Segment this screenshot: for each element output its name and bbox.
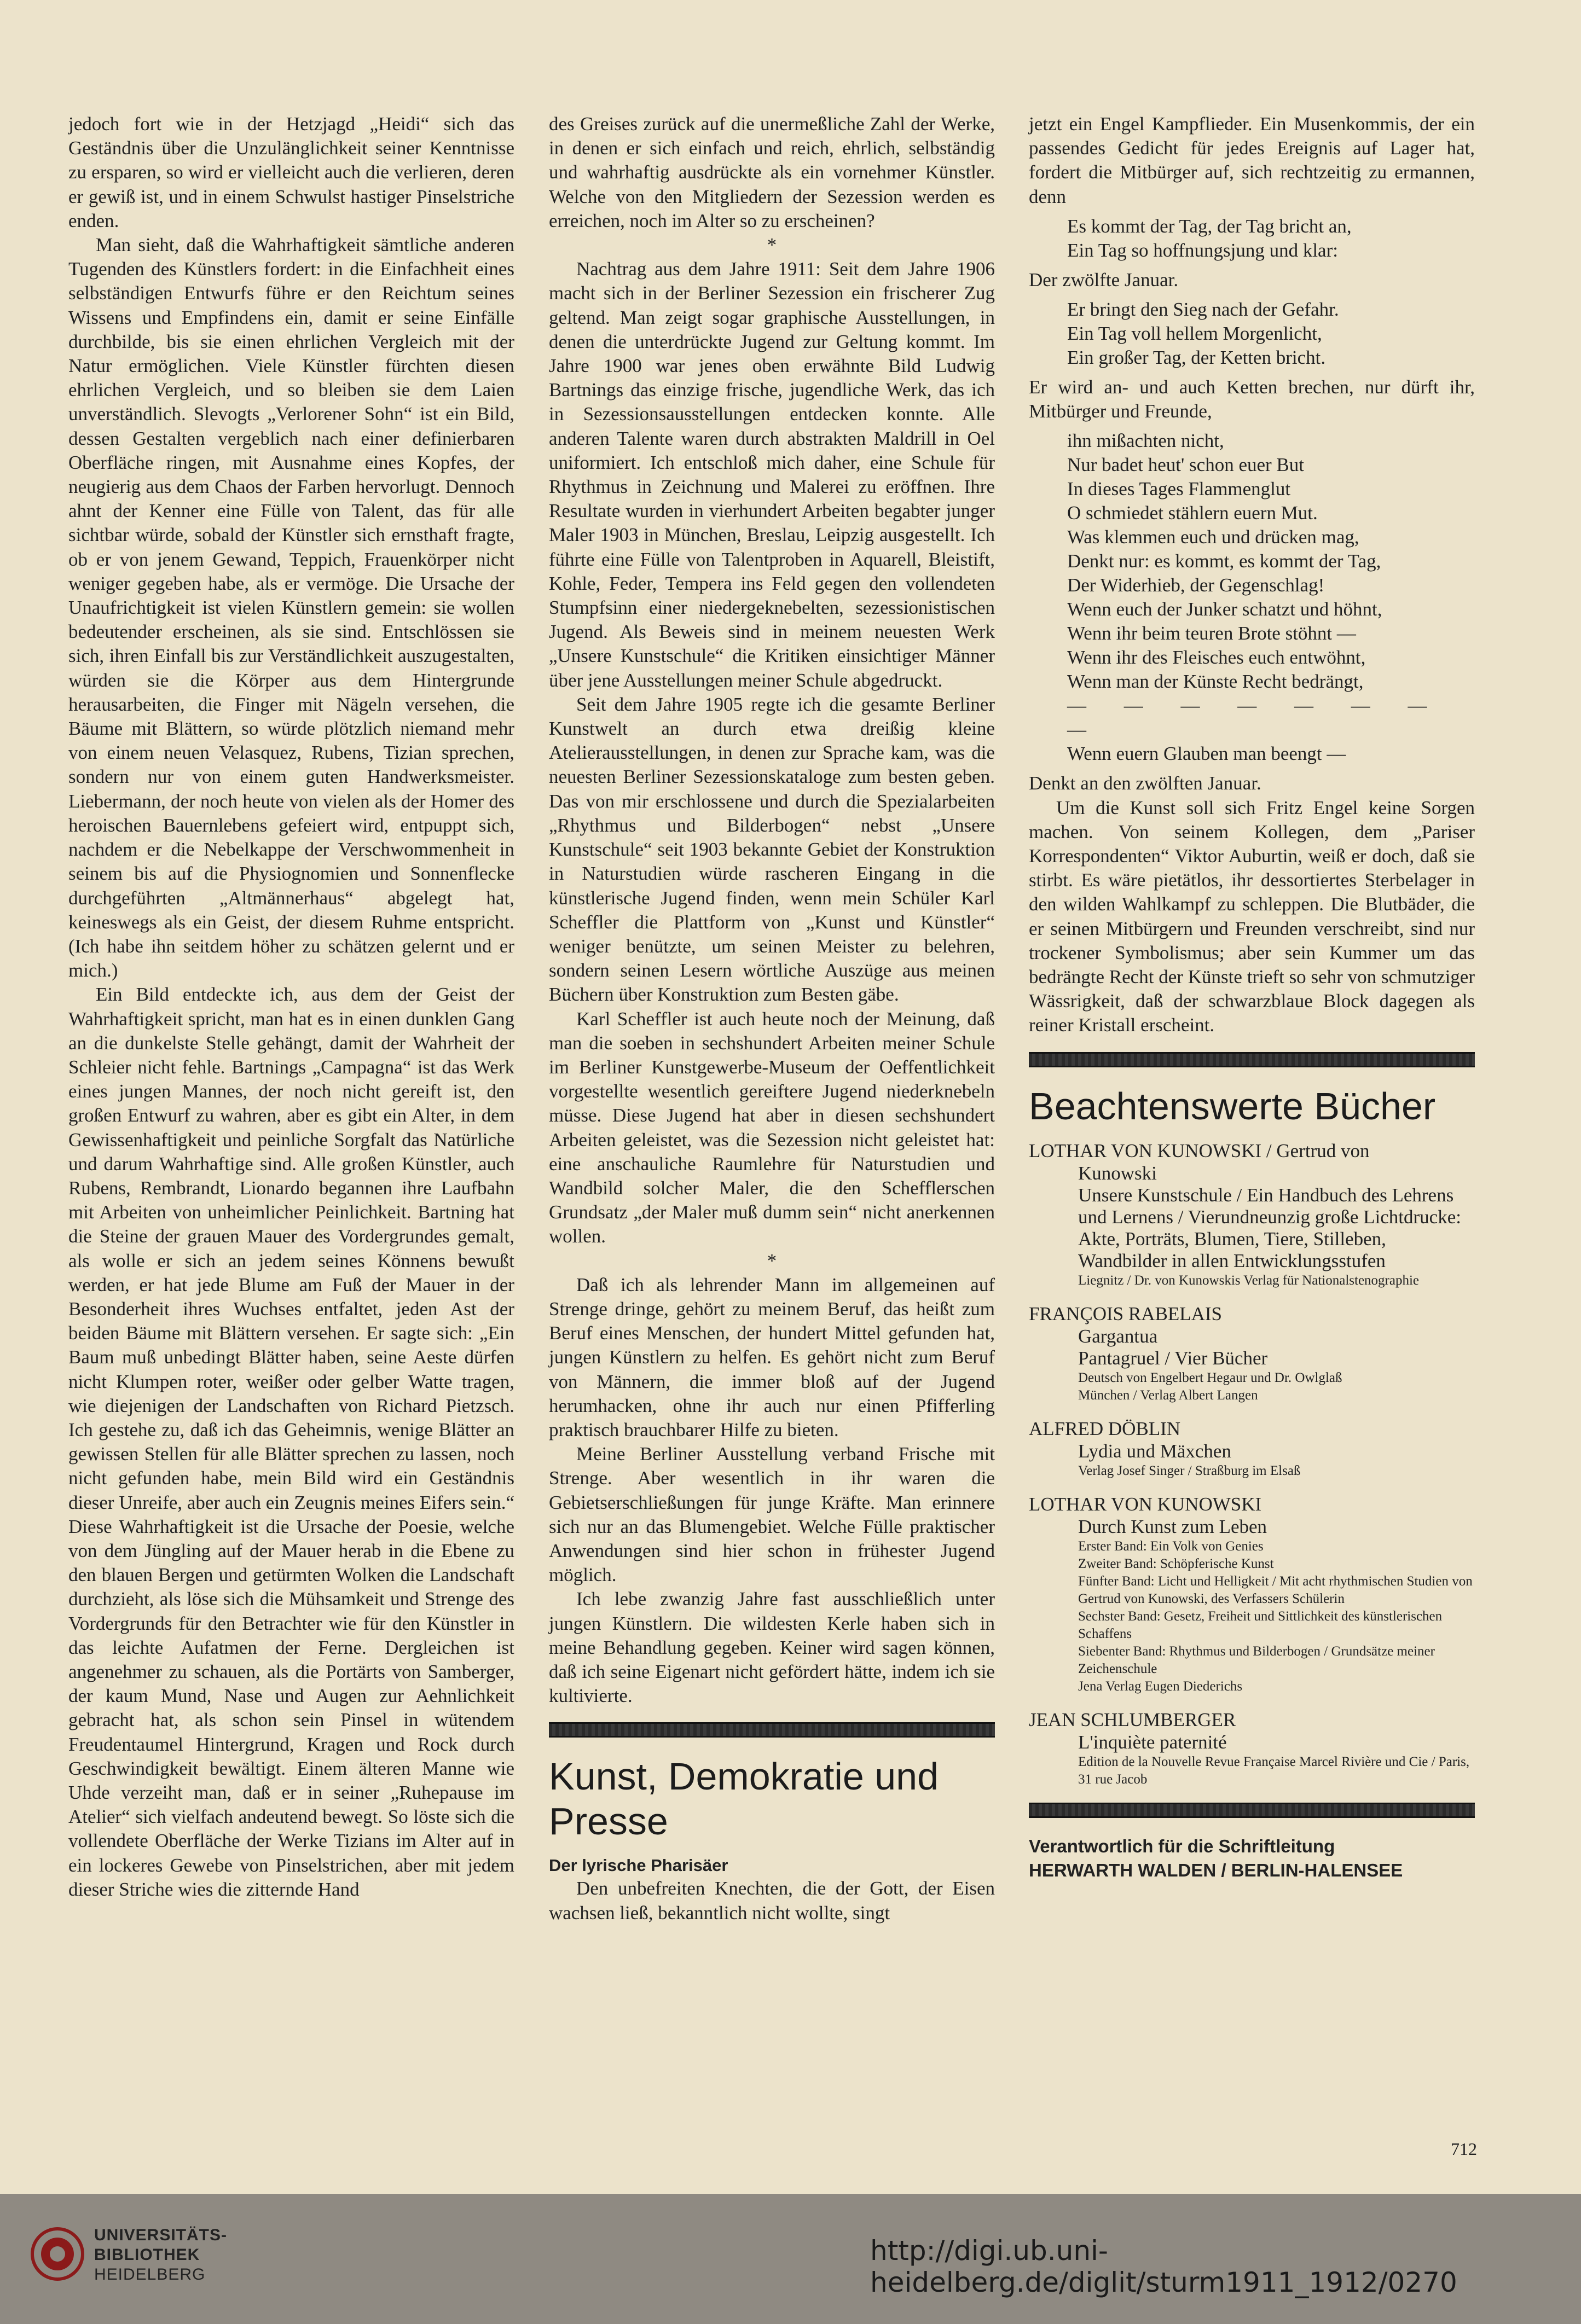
book-author: LOTHAR VON KUNOWSKI <box>1029 1493 1262 1515</box>
book-author: LOTHAR VON KUNOWSKI / Gertrud von <box>1029 1140 1370 1161</box>
book-title: Unsere Kunstschule / Ein Handbuch des Lehrens und Lernens / Vierundneunzig große Lichtdrucke: Akte, Porträts, Blumen, Tiere, Stilleben, Wandbilder in allen Entwicklungsstufen <box>1078 1184 1461 1271</box>
poem-line: Wenn euch der Junker schatzt und höhnt, <box>1067 599 1382 620</box>
paragraph: Nachtrag aus dem Jahre 1911: Seit dem Jahre 1906 macht sich in der Berliner Sezession ein frischerer Zug geltend. Man zeigt sogar graphische Ausstellungen, in denen die unterdrückte Jugend zur Geltung kommt. Im Jahre 1900 war jenes oben erwähnte Bild Ludwig Bartnings das einzige frische, jugendliche Werk, das ich in Sezessionsausstellungen entdecken konnte. Alle anderen Talente waren durch abstrakten Maldrill in Oel uniformiert. Ich entschloß mich daher, eine Schule für Rhythmus in Zeichnung und Malerei zu eröffnen. Ihre Resultate wurden in vierhundert Arbeiten begabter junger Maler 1903 in München, Breslau, Leipzig ausgestellt. Ich führte eine Fülle von Talentproben in Aquarell, Bleistift, Kohle, Feder, Tempera ins Feld gegen den vollendeten Stumpfsinn einer niedergeknebelten, sezessionistischen Jugend. Als Beweis sind in meinem neuesten Werk „Unsere Kunstschule“ die Kritiken einsichtiger Männer über jene Ausstellungen meiner Schule abgedruckt. <box>549 258 995 691</box>
poem-line: Ein großer Tag, der Ketten bricht. <box>1067 347 1326 369</box>
poem-line: In dieses Tages Flammenglut <box>1067 478 1291 500</box>
poem-line: ihn mißachten nicht, <box>1067 430 1224 452</box>
book-entry <box>1029 1140 1475 1289</box>
paragraph: Meine Berliner Ausstellung verband Frische mit Strenge. Aber wesentlich in ihr waren die Gebietserschließungen für junge Kräfte. Man erinnere sich nur an das Blumengebiet. Welche Fülle praktischer Anwendungen sind hier schon in frühester Jugend möglich. <box>549 1443 995 1586</box>
poem-stanza <box>1067 298 1475 370</box>
book-publisher: München / Verlag Albert Langen <box>1078 1387 1258 1403</box>
paragraph: Man sieht, daß die Wahrhaftigkeit sämtliche anderen Tugenden des Künstlers fordert: in die Einfachheit eines selbständigen Entwurfs führe er den Reichtum seines Wissens und Empfindens ein, damit er seine Einfälle durchbilde, bis sie einen ehrlichen Vergleich mit der Natur ermöglichen. Viele Künstler fürchten diesen ehrlichen Vergleich, und so bleiben sie dem Laien unverständlich. Slevogts „Verlorener Sohn“ ist ein Bild, dessen Gestalten vergeblich nach einer definierbaren Oberfläche ringen, mit Ausnahme eines Kopfes, der neugierig aus dem Chaos der Farben hervorlugt. Dennoch ahnt der Kenner eine Fülle von Talent, das für alle sichtbar würde, sobald der Künstler sich ernsthaft fragte, ob er von jenem Gewand, Teppich, Frauenkörper nicht weniger gegeben habe, als er vermöge. Die Ursache der Unaufrichtigkeit ist vielen Künstlern gemein: sie wollen bedeutender erscheinen, als sie sind. Entschlössen sie sich, ihren Einfall bis zur Verständlichkeit auszugestalten, würden sie die Körper aus dem Hintergrunde herausarbeiten, die Finger mit Nägeln versehen, die Bäume mit Blättern, so würde plötzlich niemand mehr von einem neuen Velasquez, Rubens, Tizian sprechen, sondern nur von einem guten Handwerksmeister. Liebermann, der noch heute von vielen als der Homer des heroischen Bauernlebens gefeiert wird, entpuppt sich, nachdem er die Nebelkappe der Verschwommenheit in seinem bis auf die Physiognomien und Sonnenflecke durchgeführten „Altmännerhaus“ abgelegt hat, keineswegs als ein Geist, der diesem Ruhme entspricht. (Ich habe ihn seitdem höher zu schätzen gelernt und er mich.) <box>68 234 514 981</box>
book-entry <box>1029 1303 1475 1404</box>
book-entry <box>1029 1709 1475 1788</box>
library-name[interactable] <box>94 2226 227 2285</box>
paragraph: Ich lebe zwanzig Jahre fast ausschließlich unter jungen Künstlern. Die wildesten Kerle haben sich in meine Behandlung gegeben. Keiner wird sagen können, daß ich seine Eigenart nicht gefördert hätte, indem ich sie kultivierte. <box>549 1588 995 1707</box>
paragraph: jedoch fort wie in der Hetzjagd „Heidi“ sich das Geständnis über die Unzulänglichkeit seiner Kenntnisse zu ersparen, so wird er vielleicht auch die verlieren, deren er gewiß ist, und in einem Schwulst hastiger Pinselstriche enden. <box>68 113 514 231</box>
library-name-line: BIBLIOTHEK <box>94 2246 200 2264</box>
paragraph: Den unbefreiten Knechten, die der Gott, der Eisen wachsen ließ, bekanntlich nicht wollte, singt <box>549 1878 995 1924</box>
book-volume: Siebenter Band: Rhythmus und Bilderbogen / Grundsätze meiner Zeichenschule <box>1078 1643 1435 1676</box>
book-title: Lydia und Mäxchen <box>1078 1440 1231 1462</box>
book-title: Durch Kunst zum Leben <box>1078 1515 1267 1537</box>
paragraph: Ein Bild entdeckte ich, aus dem der Geist der Wahrhaftigkeit spricht, man hat es in einen dunklen Gang an die dunkelste Stelle gehängt, damit der Wahrheit der Schleier nicht fehle. Bartnings „Campagna“ ist das Werk eines jungen Mannes, der noch nicht gereift ist, den großen Entwurf zu wahren, aber es gibt ein Alter, in dem Gewissenhaftigkeit und peinliche Sorgfalt das Natürliche und darum Wahrhaftige sind. Alle großen Künstler, auch Rubens, Rembrandt, Lionardo begannen ihre Laufbahn mit Arbeiten von unheimlicher Peinlichkeit. Bartning hat die Steine der grauen Mauer des Vordergrundes gemalt, als wolle er sich an jedem seines Könnens bewußt werden, er hat jede Blume am Fuß der Mauer in der Besonderheit ihres Wuchses entfaltet, jeden Ast der beiden Bäume mit Blättern versehen. Er sagte sich: „Ein Baum muß unbedingt Blätter haben, seine Aeste dürfen nicht Klumpen roter, weißer oder gelber Watte tragen, wie diejenigen der Landschaften von Richard Pietzsch. Ich gestehe zu, daß ich das Geheimnis, wenige Blätter an gewissen Stellen für alle Blätter sprechen zu lassen, noch nicht gefunden habe, mein Bild wird ein Geständnis dieser Unreife, aber auch ein Zeugnis meines Eifers sein.“ Diese Wahrhaftigkeit ist die Ursache der Poesie, welche von dem Jüngling auf der Mauer herab in die Ebene zu den blauen Bergen und getürmten Wolken die Landschaft durchzieht, als löse sich die Mühsamkeit und Strenge des Vordergrunds für den Betrachter wie für den Künstler in das leichte Aufatmen der Ferne. Dergleichen ist angenehmer zu schauen, als die Portärts von Samberger, der kaum Mund, Nase und Augen zur Aehnlichkeit gebracht hat, als schon sein Pinsel in wütendem Freudentaumel Hintergrund, Kragen und Rock durch Geschwindigkeit bewältigt. Einem älteren Manne wie Uhde verzeiht man, daß er in seiner „Ruhepause im Atelier“ sich vielfach andeutend bewegt. So löste sich die vollendete Oberfläche der Werke Tizians im Alter auf in ein lockeres Gewebe von Pinselstrichen, aber mit jedem dieser Striche wies die zitternde Hand <box>68 984 514 1900</box>
poem-line: Wenn ihr beim teuren Brote stöhnt — <box>1067 623 1356 644</box>
poem-line: Wenn ihr des Fleisches euch entwöhnt, <box>1067 647 1366 669</box>
book-entry <box>1029 1493 1475 1695</box>
paragraph: Karl Scheffler ist auch heute noch der Meinung, daß man die soeben in sechshundert Arbeiten meiner Schule im Berliner Kunstgewerbe-Museum der Oeffentlichkeit vorgestellte wesentlich gereiftere Jugend niederknebeln müsse. Diese Jugend hat aber in diesen sechshundert Arbeiten geleistet, was die Sezession nicht geleistet hat: eine anschauliche Raumlehre für Naturstudien und Wandbild solcher Maler, die den Schefflerschen Grundsatz „der Maler muß dumm sein“ nicht anerkennen wollen. <box>549 1008 995 1247</box>
book-volume: Zweiter Band: Schöpferische Kunst <box>1078 1556 1274 1571</box>
poem-line: Wenn euern Glauben man beengt — <box>1067 743 1346 765</box>
book-title: Gargantua <box>1078 1325 1158 1347</box>
poem-line: Ein Tag voll hellem Morgenlicht, <box>1067 323 1322 345</box>
poem-line: Der Widerhieb, der Gegenschlag! <box>1067 574 1325 596</box>
university-seal-icon[interactable] <box>30 2227 85 2281</box>
book-title: Kunowski <box>1078 1162 1157 1184</box>
poem-line: O schmiedet stählern euern Mut. <box>1067 502 1318 524</box>
section-separator: * <box>767 1250 777 1271</box>
decorative-rule <box>1029 1803 1475 1818</box>
paragraph: Um die Kunst soll sich Fritz Engel keine Sorgen machen. Von seinem Kollegen, dem „Pariser Korrespondenten“ Viktor Auburtin, weiß er doch, daß sie stirbt. Es wäre pietätlos, ihr dessortiertes Sterbelager in den wilden Wahlkampf zu schleppen. Die Blutbäder, die er seinen Mitbürgern und Freunden verschreibt, sind nur trockener Symbolismus; aber sein Kummer um das bedrängte Recht der Künste trieft so sehr von schmutziger Wässrigkeit, daß der schwarzblaue Block dagegen als reiner Kristall erscheint. <box>1029 797 1475 1036</box>
book-volume: Erster Band: Ein Volk von Genies <box>1078 1538 1264 1554</box>
poem-line: Denkt nur: es kommt, es kommt der Tag, <box>1067 550 1381 572</box>
paragraph: des Greises zurück auf die unermeßliche Zahl der Werke, in denen er sich einfach und reich, ehrlich, selbständig und wahrhaftig ausdrückte als ein vornehmer Künstler. Welche von den Mitgliedern der Sezession werden es erreichen, noch im Alter so zu erscheinen? <box>549 113 995 231</box>
library-name-line: HEIDELBERG <box>94 2265 206 2284</box>
paragraph: Daß ich als lehrender Mann im allgemeinen auf Strenge dringe, gehört zu meinem Beruf, das heißt zum Beruf eines Menschen, der hundert Mittel gefunden hat, jungen Künstlern zu helfen. Es gehört nicht zum Beruf von Männern, die immer bloß auf der Jugend herumhacken, ohne ihr auch nur einen Pfifferling praktisch brauchbarer Hilfe zu bieten. <box>549 1274 995 1440</box>
paragraph: Denkt an den zwölften Januar. <box>1029 772 1261 794</box>
book-publisher: Liegnitz / Dr. von Kunowskis Verlag für Nationalstenographie <box>1078 1273 1420 1288</box>
text-column-right <box>1029 112 1475 1883</box>
paragraph: Seit dem Jahre 1905 regte ich die gesamte Berliner Kunstwelt an durch etwa dreißig kleine Atelierausstellungen, in denen zur Sprache kam, was die neuesten Berliner Sezessionskataloge zum besten geben. Das von mir erschlossene und durch die Spezialarbeiten „Rhythmus und Bilderbogen“ nebst „Unsere Kunstschule“ seit 1903 bekannte Gebiet der Konstruktion in Naturstudien würde rascheren Eingang in die künstlerische Jugend finden, wenn mein Schüler Karl Scheffler die Plattform von „Kunst und Künstler“ weniger benützte, um seinen Meister zu belehren, sondern seinen Lesern wörtliche Auszüge aus meinen Büchern über Konstruktion zum Besten gäbe. <box>549 693 995 1006</box>
poem-line: Es kommt der Tag, der Tag bricht an, <box>1067 215 1352 237</box>
poem-line: Was klemmen euch und drücken mag, <box>1067 526 1359 548</box>
poem-line: Wenn man der Künste Recht bedrängt, <box>1067 671 1364 693</box>
page-number: 712 <box>1451 2139 1477 2159</box>
text-column-left <box>68 112 514 1902</box>
article-title: Kunst, Demokratie und Presse <box>549 1755 939 1843</box>
book-volume: Fünfter Band: Licht und Helligkeit / Mit acht rhythmischen Studien von Gertrud von Kunowski, des Verfassers Schülerin <box>1078 1573 1473 1606</box>
poem-stanza <box>1067 214 1475 263</box>
decorative-rule <box>549 1722 995 1738</box>
book-author: ALFRED DÖBLIN <box>1029 1417 1181 1439</box>
permalink-url[interactable]: http://digi.ub.uni-heidelberg.de/diglit/sturm1911_1912/0270 <box>870 2235 1457 2298</box>
book-publisher: Deutsch von Engelbert Hegaur und Dr. Owlglaß <box>1078 1370 1342 1385</box>
poem-stanza <box>1067 429 1475 766</box>
books-heading: Beachtenswerte Bücher <box>1029 1084 1436 1128</box>
book-volume: Sechster Band: Gesetz, Freiheit und Sittlichkeit des künstlerischen Schaffens <box>1078 1608 1443 1641</box>
poem-line: Ein Tag so hoffnungsjung und klar: <box>1067 239 1338 261</box>
book-publisher: Verlag Josef Singer / Straßburg im Elsaß <box>1078 1463 1301 1478</box>
book-title: L'inquiète paternité <box>1078 1731 1227 1753</box>
book-author: FRANÇOIS RABELAIS <box>1029 1303 1222 1324</box>
book-publisher: Jena Verlag Eugen Diederichs <box>1078 1678 1243 1694</box>
section-separator: * <box>767 234 777 256</box>
viewer-footer <box>0 2194 1581 2324</box>
poem-dashes: — — — — — — — — <box>1067 695 1444 741</box>
imprint-editor: HERWARTH WALDEN / BERLIN-HALENSEE <box>1029 1860 1403 1880</box>
imprint-label: Verantwortlich für die Schriftleitung <box>1029 1835 1335 1856</box>
paragraph: jetzt ein Engel Kampflieder. Ein Musenkommis, der ein passendes Gedicht für jedes Ereignis auf Lager hat, fordert die Mitbürger auf, sich rechtzeitig zu ermannen, denn <box>1029 113 1475 207</box>
paragraph: Er wird an- und auch Ketten brechen, nur dürft ihr, Mitbürger und Freunde, <box>1029 376 1475 422</box>
book-entry <box>1029 1417 1475 1480</box>
decorative-rule <box>1029 1052 1475 1067</box>
paragraph: Der zwölfte Januar. <box>1029 269 1179 290</box>
book-publisher: Edition de la Nouvelle Revue Française Marcel Rivière und Cie / Paris, 31 rue Jacob <box>1078 1754 1470 1787</box>
book-author: JEAN SCHLUMBERGER <box>1029 1709 1236 1730</box>
library-name-line: UNIVERSITÄTS- <box>94 2226 228 2244</box>
poem-line: Er bringt den Sieg nach der Gefahr. <box>1067 299 1339 321</box>
text-column-middle <box>549 112 995 1925</box>
book-title: Pantagruel / Vier Bücher <box>1078 1347 1268 1369</box>
article-subtitle: Der lyrische Pharisäer <box>549 1856 728 1875</box>
poem-line: Nur badet heut' schon euer But <box>1067 454 1304 476</box>
